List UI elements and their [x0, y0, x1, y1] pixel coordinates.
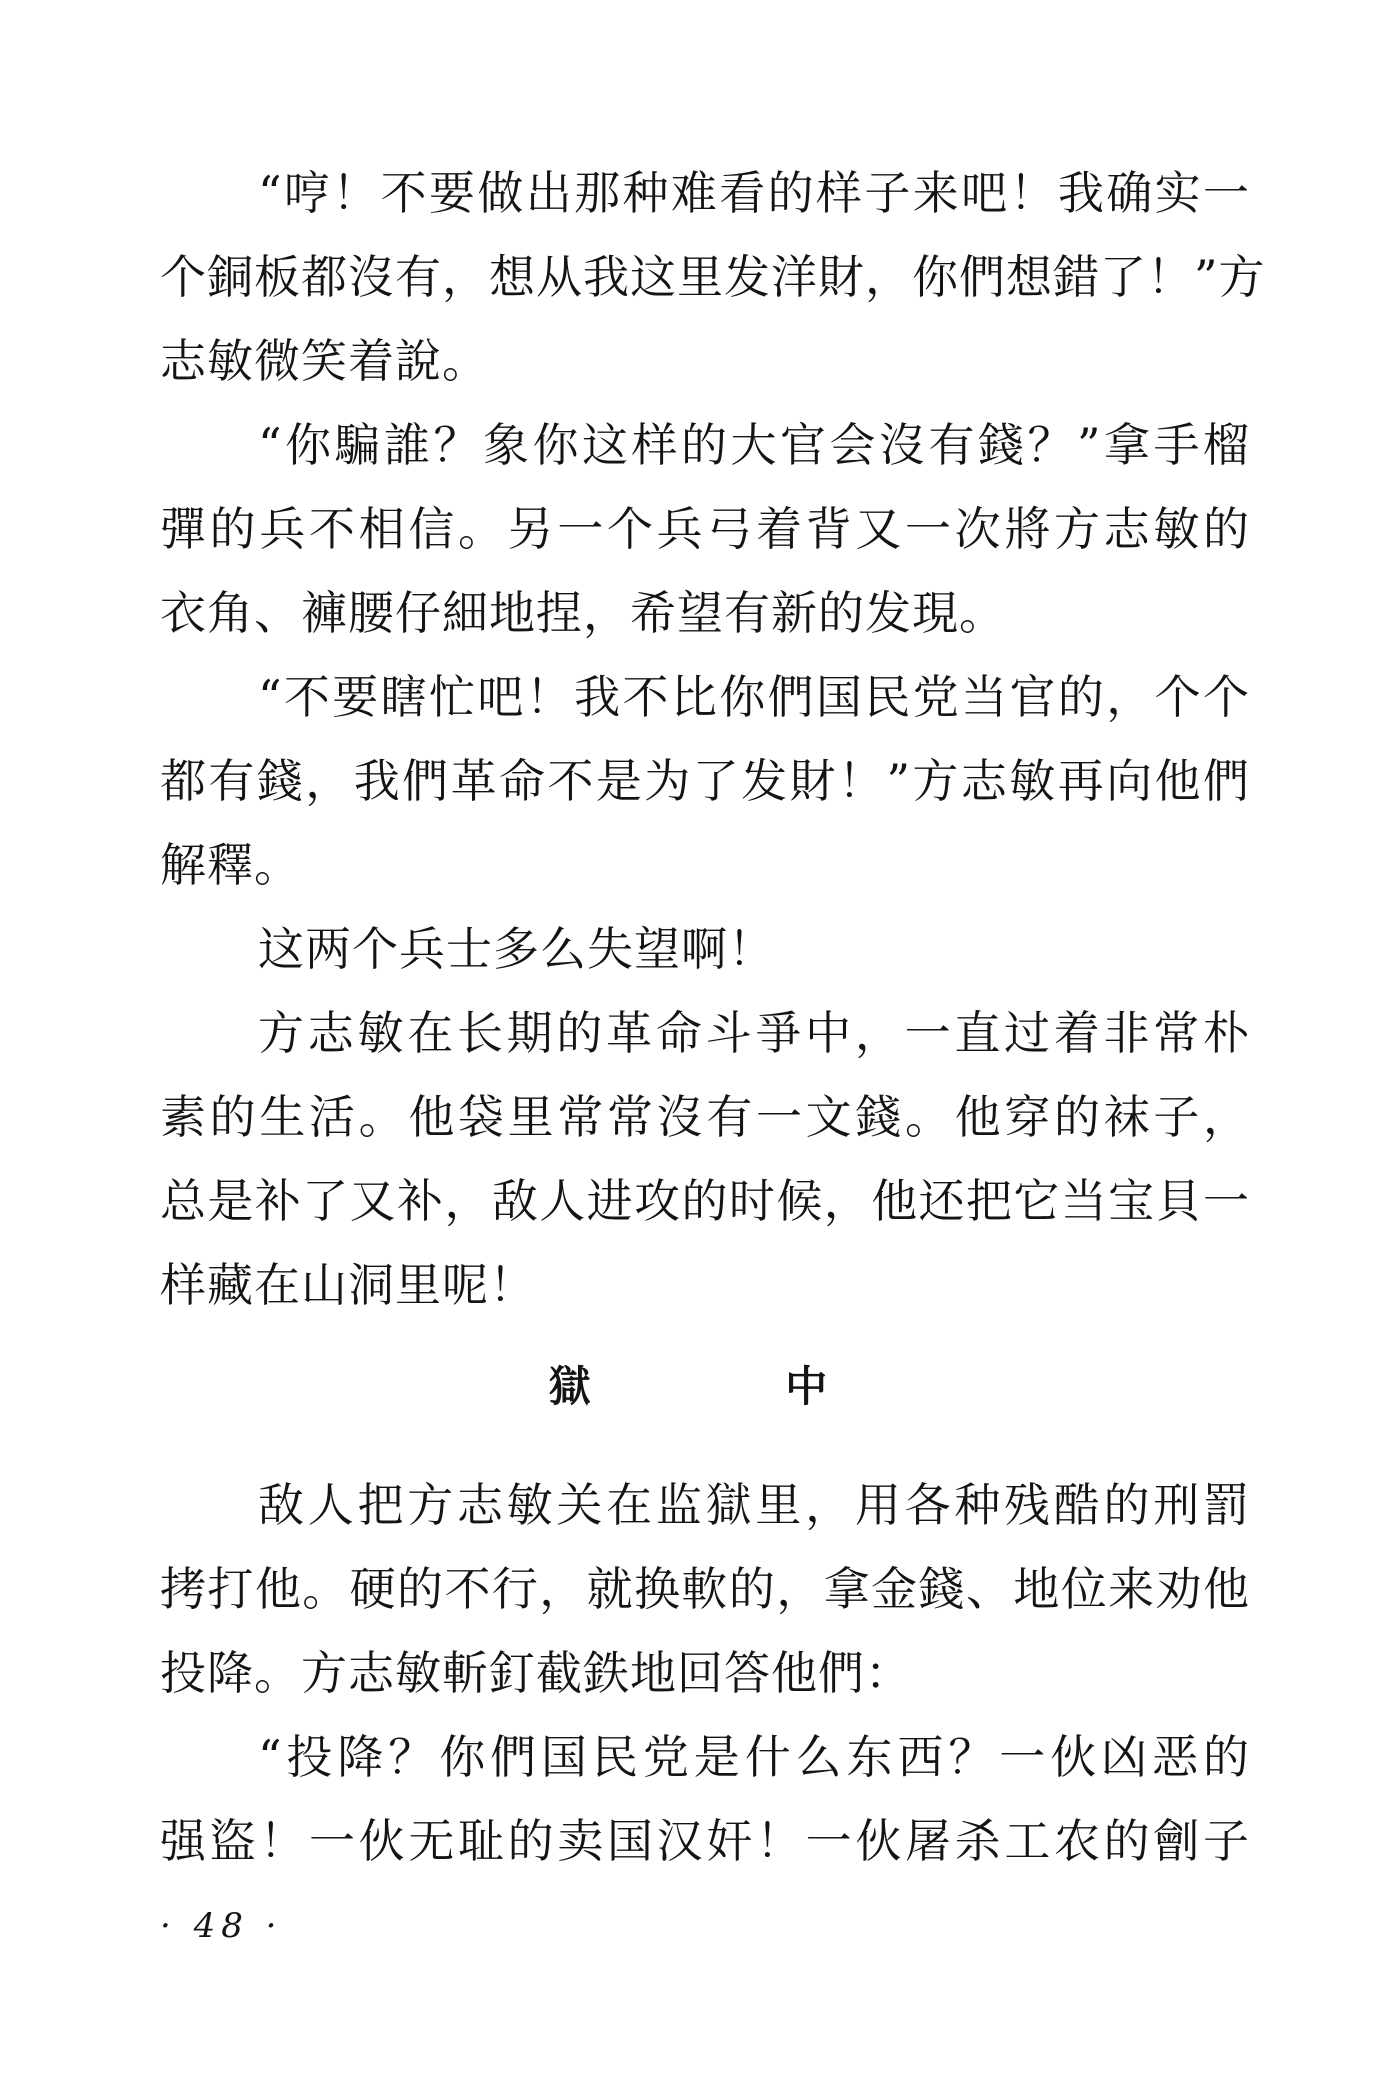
section-heading: 獄 中: [548, 1362, 918, 1411]
text-line: 这两个兵士多么失望啊！: [258, 922, 775, 976]
text-line: 强盜！一伙无耻的卖国汉奸！一伙屠杀工农的劊子: [160, 1814, 1250, 1868]
text-line: “投降？你們国民党是什么东西？一伙凶恶的: [258, 1730, 1250, 1784]
text-line: 样藏在山洞里呢！: [160, 1258, 536, 1312]
text-line: “你騙誰？象你这样的大官会沒有錢？”拿手榴: [258, 418, 1250, 472]
text-line: 个銅板都沒有，想从我这里发洋財，你們想錯了！”方: [160, 250, 1266, 304]
text-line: 总是补了又补，敌人进攻的时候，他还把它当宝貝一: [160, 1174, 1250, 1228]
text-line: 衣角、褲腰仔細地捏，希望有新的发現。: [160, 586, 1006, 640]
text-line: “哼！不要做出那种难看的样子来吧！我确实一: [258, 166, 1250, 220]
text-line: 都有錢，我們革命不是为了发財！”方志敏再向他們: [160, 754, 1250, 808]
text-line: 拷打他。硬的不行，就换軟的，拿金錢、地位来劝他: [160, 1562, 1250, 1616]
page-number: · 48 ·: [160, 1906, 283, 1946]
text-line: 敌人把方志敏关在监獄里，用各种残酷的刑罰: [258, 1478, 1250, 1532]
text-line: 彈的兵不相信。另一个兵弓着背又一次將方志敏的: [160, 502, 1250, 556]
text-line: 解釋。: [160, 838, 301, 892]
text-line: 投降。方志敏斬釘截鉄地回答他們：: [160, 1646, 912, 1700]
text-line: 志敏微笑着說。: [160, 334, 489, 388]
text-line: “不要瞎忙吧！我不比你們国民党当官的，个个: [258, 670, 1250, 724]
text-line: 素的生活。他袋里常常沒有一文錢。他穿的袜子，: [160, 1090, 1250, 1144]
text-line: 方志敏在长期的革命斗爭中，一直过着非常朴: [258, 1006, 1250, 1060]
